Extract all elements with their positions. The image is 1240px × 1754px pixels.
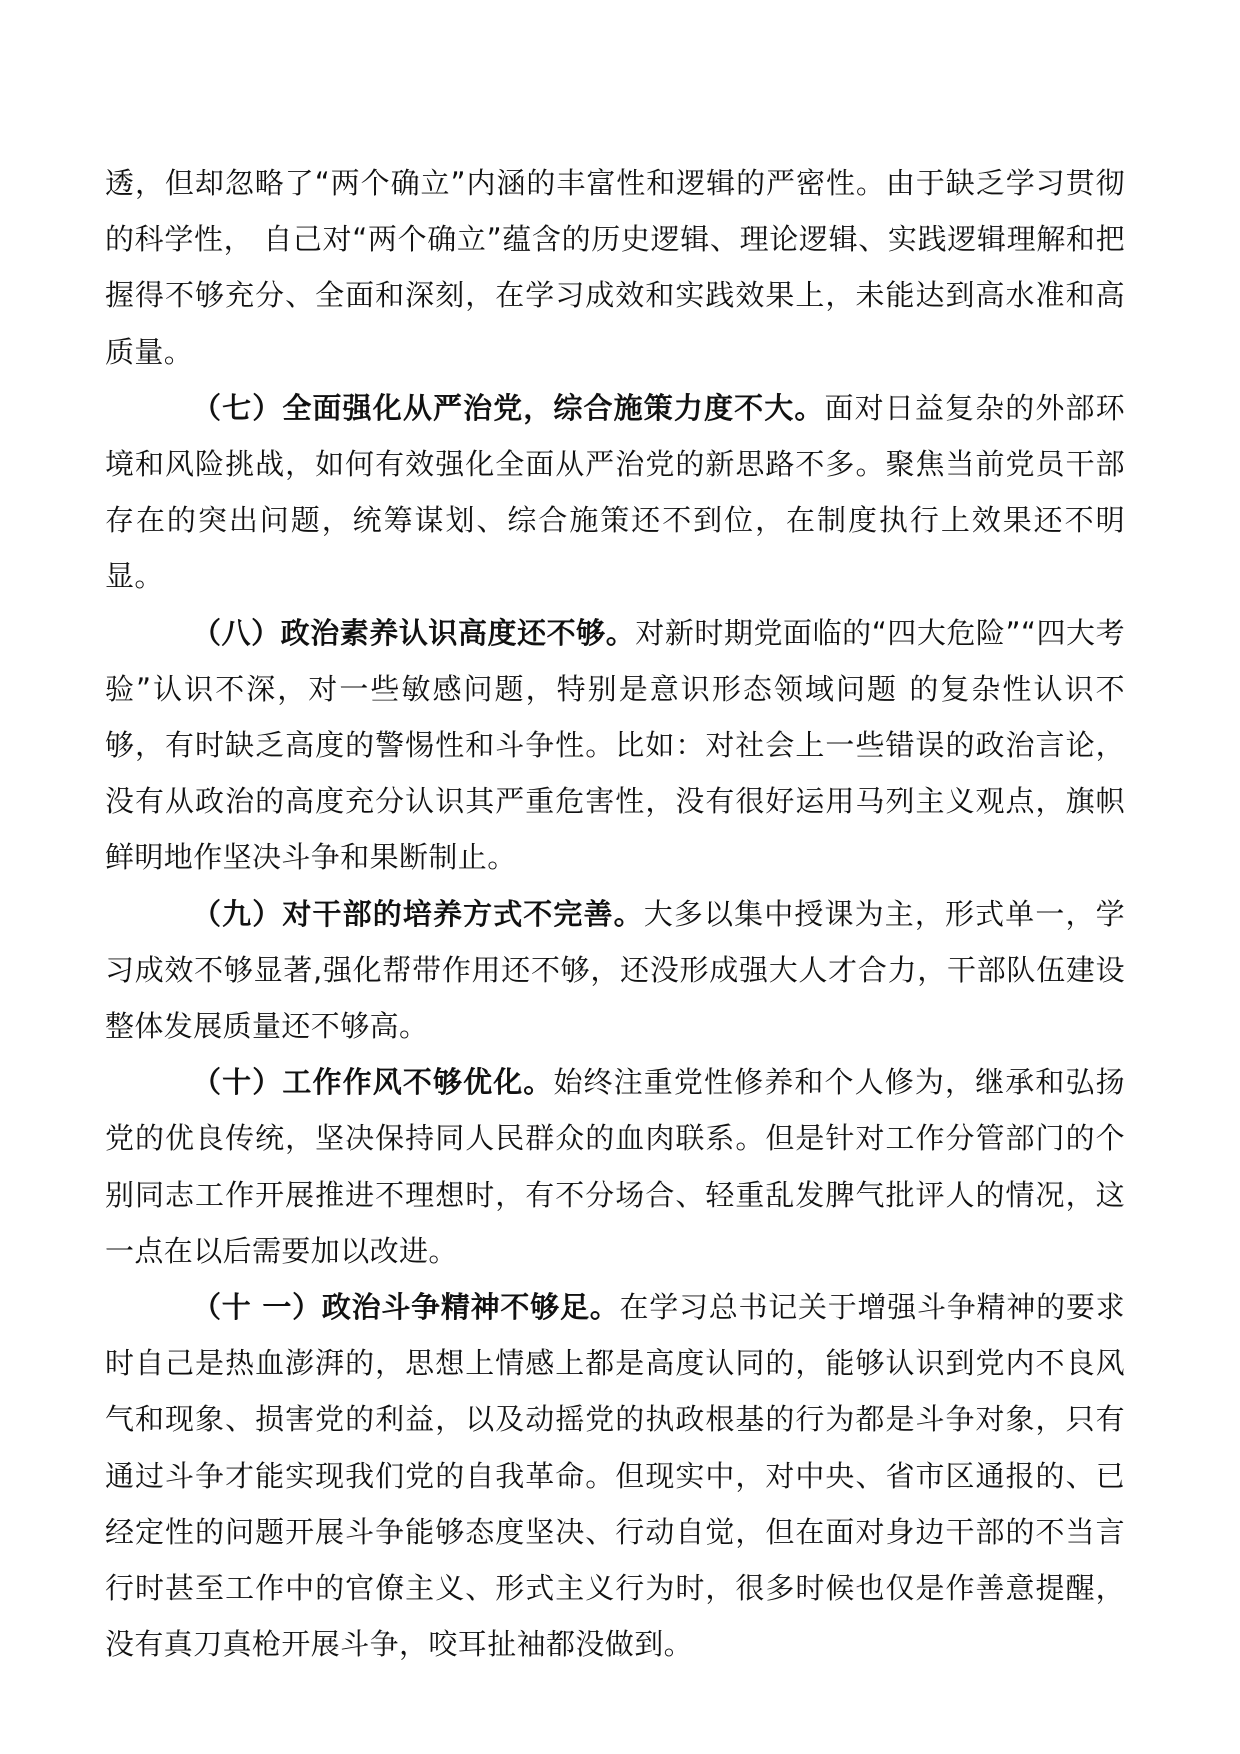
paragraph-item-7 (105, 380, 1125, 605)
paragraph-item-9 (105, 886, 1125, 1055)
paragraph-item-8 (105, 605, 1125, 886)
paragraph-heading: （十）工作作风不够优化。 (192, 1065, 554, 1100)
paragraph-item-11 (105, 1279, 1125, 1672)
paragraph-continuation (105, 155, 1125, 380)
paragraph-heading: （八）政治素养认识高度还不够。 (192, 615, 636, 650)
paragraph-item-10 (105, 1054, 1125, 1279)
paragraph-body: 在学习总书记关于增强斗争精神的要求时自己是热血澎湃的，思想上情感上都是高度认同的，能够认识到党内不良风气和现象、损害党的利益，以及动摇党的执政根基的行为都是斗争对象，只有通过斗争才能实现我们党的自我革命。但现实中，对中央、省市区通报的、已经定性的问题开展斗争能够态度坚决、行动自觉，但在面对身边干部的不当言行时甚至工作中的官僚主义、形式主义行为时，很多时候也仅是作善意提醒，没有真刀真枪开展斗争，咬耳扯袖都没做到。 (105, 1290, 1125, 1662)
paragraph-body: 对新时期党面临的“四大危险”“四大考验”认识不深，对一些敏感问题，特别是意识形态领域问题 的复杂性认识不够，有时缺乏高度的警惕性和斗争性。比如：对社会上一些错误的政治言论，没有从政治的高度充分认识其严重危害性，没有很好运用马列主义观点，旗帜鲜明地作坚决斗争和果断制止。 (105, 615, 1125, 875)
paragraph-heading: （九）对干部的培养方式不完善。 (192, 896, 644, 931)
paragraph-body: 大多以集中授课为主，形式单一，学习成效不够显著,强化帮带作用还不够，还没形成强大人才合力，干部队伍建设整体发展质量还不够高。 (105, 896, 1125, 1044)
paragraph-heading: （十 一）政治斗争精神不够足。 (192, 1290, 620, 1325)
paragraph-body: 面对日益复杂的外部环境和风险挑战，如何有效强化全面从严治党的新思路不多。聚焦当前党员干部存在的突出问题，统筹谋划、综合施策还不到位，在制度执行上效果还不明显。 (105, 390, 1125, 594)
paragraph-heading: （七）全面强化从严治党，综合施策力度不大。 (192, 390, 825, 425)
paragraph-body: 始终注重党性修养和个人修为，继承和弘扬党的优良传统，坚决保持同人民群众的血肉联系。但是针对工作分管部门的个别同志工作开展推进不理想时，有不分场合、轻重乱发脾气批评人的情况，这一点在以后需要加以改进。 (105, 1065, 1125, 1268)
document-body (105, 155, 1125, 1672)
paragraph-body: 透，但却忽略了“两个确立”内涵的丰富性和逻辑的严密性。由于缺乏学习贯彻的科学性， 自己对“两个确立”蕴含的历史逻辑、理论逻辑、实践逻辑理解和把握得不够充分、全面和深刻，在学习成效和实践效果上，未能达到高水准和高质量。 (105, 166, 1125, 369)
